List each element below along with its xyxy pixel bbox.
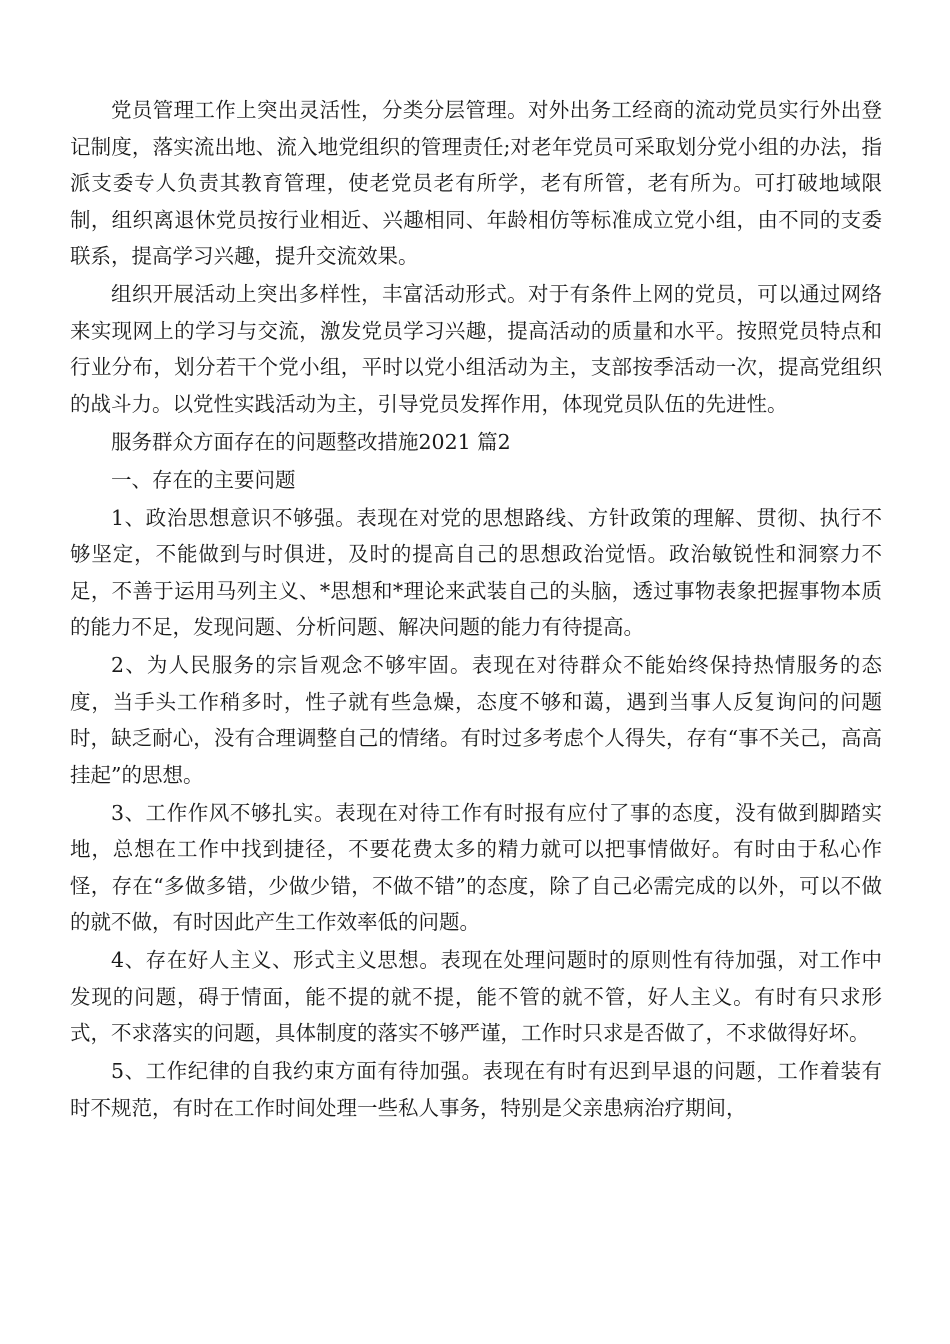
document-body (70, 92, 882, 1128)
paragraph-problem-4: 4、存在好人主义、形式主义思想。表现在处理问题时的原则性有待加强，对工作中发现的问题，碍于情面，能不提的就不提，能不管的就不管，好人主义。有时有只求形式，不求落实的问题，具体制度的落实不够严谨，工作时只求是否做了，不求做得好坏。 (70, 948, 882, 1045)
paragraph-problem-3: 3、工作作风不够扎实。表现在对待工作有时报有应付了事的态度，没有做到脚踏实地，总想在工作中找到捷径，不要花费太多的精力就可以把事情做好。有时由于私心作怪，存在“多做多错，少做少错，不做不错”的态度，除了自己必需完成的以外，可以不做的就不做，有时因此产生工作效率低的问题。 (70, 800, 882, 934)
paragraph-activity-diversity: 组织开展活动上突出多样性，丰富活动形式。对于有条件上网的党员，可以通过网络来实现网上的学习与交流，激发党员学习兴趣，提高活动的质量和水平。按照党员特点和行业分布，划分若干个党小组，平时以党小组活动为主，支部按季活动一次，提高党组织的战斗力。以党性实践活动为主，引导党员发挥作用，体现党员队伍的先进性。 (70, 282, 882, 416)
paragraph-problem-1: 1、政治思想意识不够强。表现在对党的思想路线、方针政策的理解、贯彻、执行不够坚定，不能做到与时俱进，及时的提高自己的思想政治觉悟。政治敏锐性和洞察力不足，不善于运用马列主义、*思想和*理论来武装自己的头脑，透过事物表象把握事物本质的能力不足，发现问题、分析问题、解决问题的能力有待提高。 (70, 505, 882, 639)
paragraph-problem-2: 2、为人民服务的宗旨观念不够牢固。表现在对待群众不能始终保持热情服务的态度，当手头工作稍多时，性子就有些急燥，态度不够和蔼，遇到当事人反复询问的问题时，缺乏耐心，没有合理调整自己的情绪。有时过多考虑个人得失，存有“事不关己，高高挂起”的思想。 (70, 653, 882, 787)
section-title: 服务群众方面存在的问题整改措施2021 篇2 (111, 429, 511, 454)
paragraph-party-member-management: 党员管理工作上突出灵活性，分类分层管理。对外出务工经商的流动党员实行外出登记制度，落实流出地、流入地党组织的管理责任;对老年党员可采取划分党小组的办法，指派支委专人负责其教育管理，使老党员老有所学，老有所管，老有所为。可打破地域限制，组织离退休党员按行业相近、兴趣相同、年龄相仿等标准成立党小组，由不同的支委联系，提高学习兴趣，提升交流效果。 (70, 98, 882, 268)
section-heading-main-problems: 一、存在的主要问题 (111, 467, 296, 492)
paragraph-problem-5: 5、工作纪律的自我约束方面有待加强。表现在有时有迟到早退的问题，工作着装有时不规范，有时在工作时间处理一些私人事务，特别是父亲患病治疗期间， (70, 1059, 882, 1120)
